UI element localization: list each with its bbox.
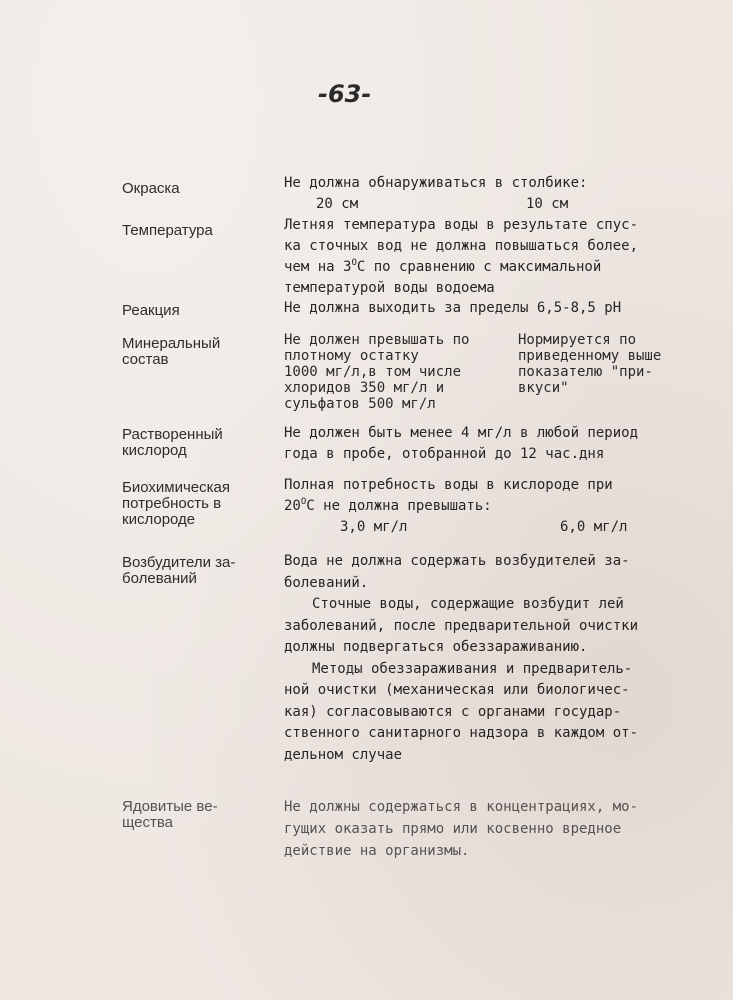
value-color-columns xyxy=(284,194,684,215)
value-pathogens: Вода не должна содержать возбудителей за- болеваний. Сточные воды, содержащие возбудит лей заболеваний, после предварительной очистки должны подвергаться обеззараживанию. Методы обеззараживания и предваритель- ной очистки (механическая или биологичес- кая) согласовываются с органами государ- ственного санитарного надзора в каждом от- дельном случае xyxy=(284,553,639,763)
label-bod: Биохимическая потребность в кислороде xyxy=(122,479,230,528)
label-pathogens: Возбудители за- болеваний xyxy=(122,554,236,587)
value-oxygen: Не должен быть менее 4 мг/л в любой период года в пробе, отобранной до 12 час.дня xyxy=(284,425,639,462)
value-reaction: Не должна выходить за пределы 6,5-8,5 рН xyxy=(284,300,622,316)
label-reaction: Реакция xyxy=(122,302,180,319)
value-color-col2: 10 см xyxy=(526,196,569,212)
label-temperature: Температура xyxy=(122,222,213,239)
page-number: -63- xyxy=(318,80,372,108)
label-color: Окраска xyxy=(122,180,180,197)
value-mineral-col-b: Нормируется по приведенному выше показателю "при- вкуси" xyxy=(518,332,662,396)
value-temperature-line: чем на $3^ОС$ по сравнению с максимальной xyxy=(284,258,602,275)
value-bod: Полная потребность воды в кислороде при $20^ОС$ не должна превышать: 3,0 мг/л 6,0 мг/л xyxy=(284,475,684,538)
superscript-degree: О xyxy=(300,497,307,507)
value-color-text: Не должна обнаруживаться в столбике: xyxy=(284,175,588,191)
value-temperature-line: температурой воды водоема xyxy=(284,280,495,296)
value-bod-col2: 6,0 мг/л xyxy=(560,519,628,535)
value-temperature xyxy=(284,215,684,299)
value-bod-columns xyxy=(284,517,684,538)
superscript-degree: О xyxy=(351,258,357,268)
label-oxygen: Растворенный кислород xyxy=(122,426,223,459)
value-mineral-col-a: Не должен превышать по плотному остатку 1000 мг/л,в том числе хлоридов 350 мг/л и сульфатов 500 мг/л xyxy=(284,332,470,412)
value-bod-col1: 3,0 мг/л xyxy=(340,519,408,535)
value-temperature-line: Летняя температура воды в результате спус- xyxy=(284,217,639,233)
label-mineral: Минеральный состав xyxy=(122,335,221,368)
value-color xyxy=(284,173,684,215)
label-toxic: Ядовитые ве- щества xyxy=(122,798,218,831)
value-color-col1: 20 см xyxy=(316,196,359,212)
value-temperature-line: ка сточных вод не должна повышаться более, xyxy=(284,238,639,254)
value-toxic: Не должны содержаться в концентрациях, мо- гущих оказать прямо или косвенно вредное действие на организмы. xyxy=(284,799,639,859)
